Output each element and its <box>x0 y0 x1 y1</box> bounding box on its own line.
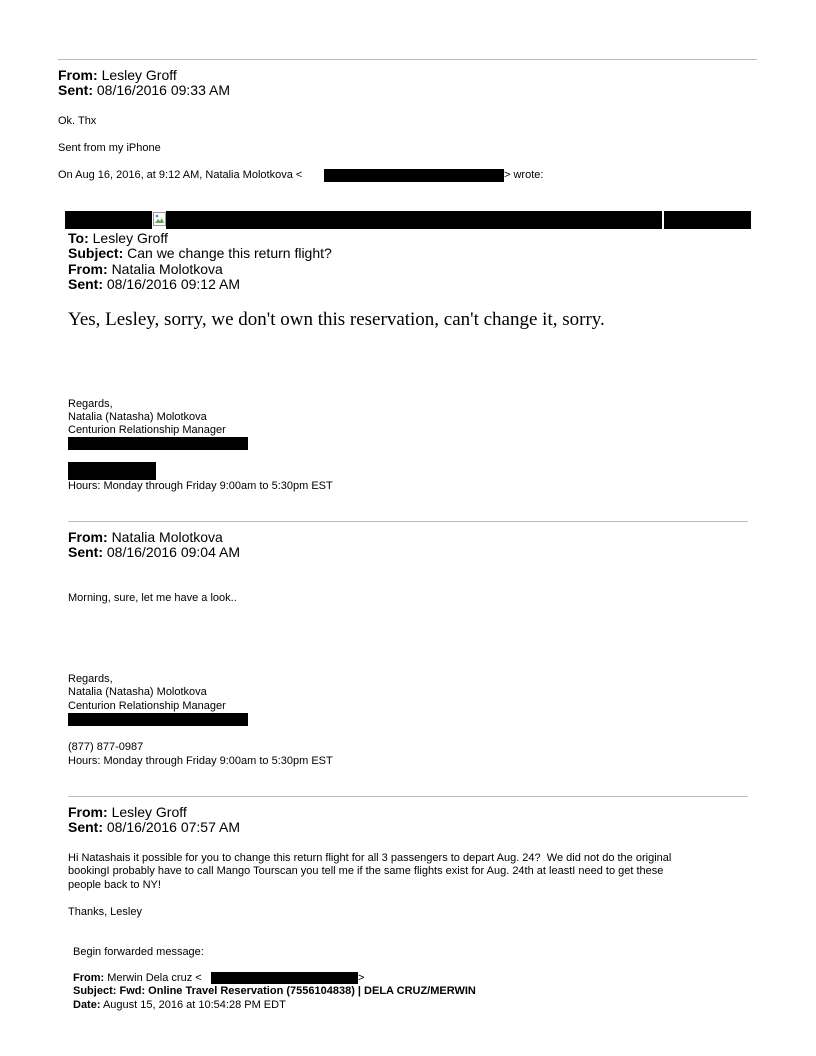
email4-from: Lesley Groff <box>111 804 187 820</box>
from-label: From: <box>68 804 108 820</box>
email4-thanks: Thanks, Lesley <box>68 906 142 918</box>
redaction-sig-contact <box>68 437 248 450</box>
email3-hours: Hours: Monday through Friday 9:00am to 5:30pm EST <box>68 755 333 767</box>
fwd-subject-line <box>73 985 476 998</box>
email2-regards: Regards, <box>68 398 113 410</box>
email3-from: Natalia Molotkova <box>111 529 223 545</box>
redaction-sig-contact <box>68 713 248 726</box>
email1-signature: Sent from my iPhone <box>58 142 161 154</box>
fwd-subject: Fwd: Online Travel Reservation (7556104838) | DELA CRUZ/MERWIN <box>119 985 476 997</box>
fwd-date-line <box>73 999 286 1012</box>
fwd-subject-label: Subject: <box>73 985 117 997</box>
divider-top <box>58 59 757 60</box>
redaction-banner-right <box>664 211 751 229</box>
email3-sig-title: Centurion Relationship Manager <box>68 700 226 712</box>
fwd-from-label: From: <box>73 972 105 984</box>
email1-sent: 08/16/2016 09:33 AM <box>96 82 230 98</box>
email2-subject: Can we change this return flight? <box>127 245 332 261</box>
email3-phone: (877) 877-0987 <box>68 741 144 753</box>
email4-from-line <box>68 805 187 820</box>
redaction-banner-left <box>65 211 152 229</box>
email4-body-line3: people back to NY! <box>68 879 161 891</box>
email4-sent-line <box>68 820 240 835</box>
fwd-date-label: Date: <box>73 999 101 1011</box>
email2-sent: 08/16/2016 09:12 AM <box>106 276 240 292</box>
fwd-from-line <box>73 972 202 985</box>
redaction-fwd-email <box>211 972 358 984</box>
email2-to-line <box>68 231 168 246</box>
fwd-date: August 15, 2016 at 10:54:28 PM EDT <box>102 999 286 1011</box>
to-label: To: <box>68 230 89 246</box>
forward-intro: Begin forwarded message: <box>73 946 204 958</box>
email1-from: Lesley Groff <box>101 67 177 83</box>
email3-sent-line <box>68 545 240 560</box>
redaction-banner-middle <box>166 211 662 229</box>
email4-body-line1: Hi Natashais it possible for you to change this return flight for all 3 passengers to depart Aug. 24? We did not do the original <box>68 852 672 864</box>
sent-label: Sent: <box>68 276 103 292</box>
email1-quote-prefix: On Aug 16, 2016, at 9:12 AM, Natalia Molotkova < <box>58 169 303 181</box>
email2-from-line <box>68 262 223 277</box>
email4-sent: 08/16/2016 07:57 AM <box>106 819 240 835</box>
fwd-from: Merwin Dela cruz < <box>107 972 202 984</box>
email3-from-line <box>68 530 223 545</box>
from-label: From: <box>58 67 98 83</box>
sent-label: Sent: <box>68 819 103 835</box>
email2-body: Yes, Lesley, sorry, we don't own this reservation, can't change it, sorry. <box>68 309 605 330</box>
subject-label: Subject: <box>68 245 124 261</box>
email2-to: Lesley Groff <box>92 230 168 246</box>
email1-quote-suffix: > wrote: <box>504 169 544 181</box>
redaction-sig-phone <box>68 462 156 480</box>
email3-body: Morning, sure, let me have a look.. <box>68 592 237 604</box>
email3-regards: Regards, <box>68 673 113 685</box>
email2-subject-line <box>68 246 332 261</box>
email2-sig-title: Centurion Relationship Manager <box>68 424 226 436</box>
email2-hours: Hours: Monday through Friday 9:00am to 5:30pm EST <box>68 480 333 492</box>
email1-from-line <box>58 68 177 83</box>
divider-email3 <box>68 521 748 522</box>
email1-body: Ok. Thx <box>58 115 97 127</box>
from-label: From: <box>68 261 108 277</box>
sent-label: Sent: <box>58 82 93 98</box>
email2-from: Natalia Molotkova <box>111 261 223 277</box>
broken-image-icon <box>153 212 166 226</box>
fwd-from-suffix: > <box>358 972 365 984</box>
email1-sent-line <box>58 83 230 98</box>
email3-sig-name: Natalia (Natasha) Molotkova <box>68 686 207 698</box>
redaction-email-address <box>324 169 504 182</box>
from-label: From: <box>68 529 108 545</box>
email2-sig-name: Natalia (Natasha) Molotkova <box>68 411 207 423</box>
email4-body-line2: bookingI probably have to call Mango Tourscan you tell me if the same flights exist for Aug. 24th at leastI need to get these <box>68 865 664 877</box>
divider-email4 <box>68 796 748 797</box>
email2-sent-line <box>68 277 240 292</box>
email3-sent: 08/16/2016 09:04 AM <box>106 544 240 560</box>
sent-label: Sent: <box>68 544 103 560</box>
